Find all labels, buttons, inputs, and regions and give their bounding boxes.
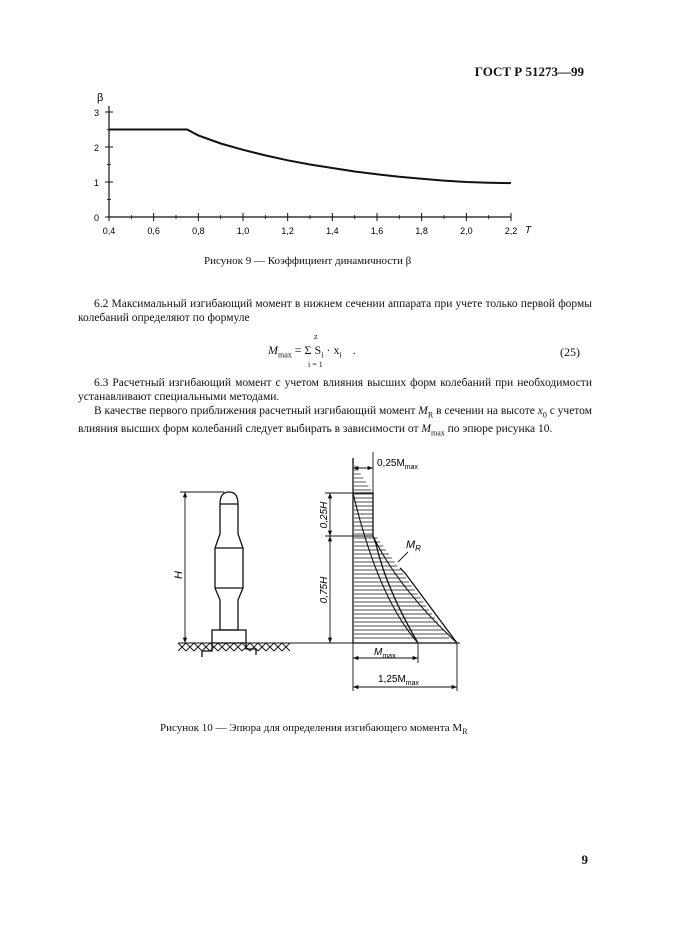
sum-upper-limit: z: [314, 332, 318, 341]
y-tick-label: 1: [93, 178, 99, 188]
foundation-hatch: [178, 643, 290, 651]
h-label: H: [173, 571, 185, 579]
x0-symbol: x: [537, 405, 543, 417]
y-tick-label: 2: [93, 143, 99, 153]
formula-sum: = Σ S: [294, 343, 322, 357]
epure: [353, 458, 457, 643]
apparatus-drawing: [202, 492, 256, 657]
y-tick-label: 3: [93, 108, 99, 118]
x-tick-label: 1,0: [236, 226, 250, 236]
formula-lhs-sub: max: [278, 350, 292, 360]
y-axis-title: β: [97, 92, 104, 104]
dimension-top-width: [353, 452, 373, 493]
dimension-0-25h-0-75h: [325, 493, 373, 643]
mr-label: $M_R$: [406, 539, 421, 553]
top-width-label: $0,25M_{max}$: [377, 458, 419, 471]
x-tick-label: 0,8: [192, 226, 205, 236]
chart-series: [109, 130, 511, 184]
formula-sum-sub: i: [321, 350, 324, 360]
formula-25: [268, 332, 356, 369]
x-tick-label: 0,4: [102, 226, 116, 236]
figure-9-caption: Рисунок 9 — Коэффициент динамичности β: [204, 255, 412, 267]
para-text-3: с учетом влияния высших форм колебаний следует выбирать в зависимости от: [78, 405, 592, 436]
x-tick-label: 1,4: [326, 226, 339, 236]
para-text-2: в сечении на высоте: [433, 405, 538, 417]
figure-10-caption-text: Рисунок 10 — Эпюра для определения изгибающего момента M: [160, 722, 463, 734]
figure-10-caption-sub: R: [462, 727, 468, 737]
moment-diagram: [160, 448, 490, 698]
figure-10-caption: [160, 722, 468, 736]
sum-lower-limit: i = 1: [308, 360, 323, 369]
x-tick-label: 1,2: [281, 226, 294, 236]
para-text-4: по эпюре рисунка 10.: [444, 423, 553, 436]
x0-sub: 0: [542, 410, 547, 420]
mmax125-label: $1,25M_{max}$: [378, 674, 420, 687]
x-tick-label: 1,6: [370, 226, 384, 236]
mr-leader: [398, 552, 408, 562]
equation-number: (25): [560, 345, 580, 359]
formula-end: .: [352, 343, 356, 357]
mr-symbol: M: [418, 405, 428, 417]
x-tick-label: 2,0: [460, 226, 473, 236]
formula-lhs: M: [268, 343, 278, 357]
mmax-symbol: M: [421, 423, 431, 436]
x-axis-title: T: [525, 225, 532, 236]
formula-x-sub: i: [339, 350, 342, 360]
paragraph-6-2: 6.2 Максимальный изгибающий момент в нижнем сечении аппарата при учете только первой формы колебаний определяют по формуле: [78, 298, 592, 324]
x-tick-label: 2,2: [504, 226, 518, 236]
x-tick-label: 0,6: [147, 226, 160, 236]
mr-sub: R: [427, 410, 434, 420]
beta-curve: [109, 130, 511, 184]
paragraph-approximation: [78, 404, 592, 441]
paragraph-6-3: 6.3 Расчетный изгибающий момент с учетом влияния высших форм колебаний при необходимости устанавливают специальными методами.: [78, 377, 592, 403]
h-upper-label: 0,25H: [319, 501, 330, 529]
h-lower-label: 0,75H: [319, 576, 330, 604]
y-tick-label: 0: [93, 213, 99, 223]
para-text-1: В качестве первого приближения расчетный изгибающий момент: [94, 405, 419, 417]
mmax-label: $M_{max}$: [374, 647, 396, 660]
x-tick-label: 1,8: [415, 226, 428, 236]
mmax-sub: max: [430, 428, 445, 438]
dimension-h: [180, 492, 224, 643]
chart-beta: [80, 86, 540, 246]
page-number: 9: [581, 852, 588, 867]
standard-number: ГОСТ Р 51273—99: [474, 64, 584, 79]
formula-x: · x: [326, 343, 340, 357]
